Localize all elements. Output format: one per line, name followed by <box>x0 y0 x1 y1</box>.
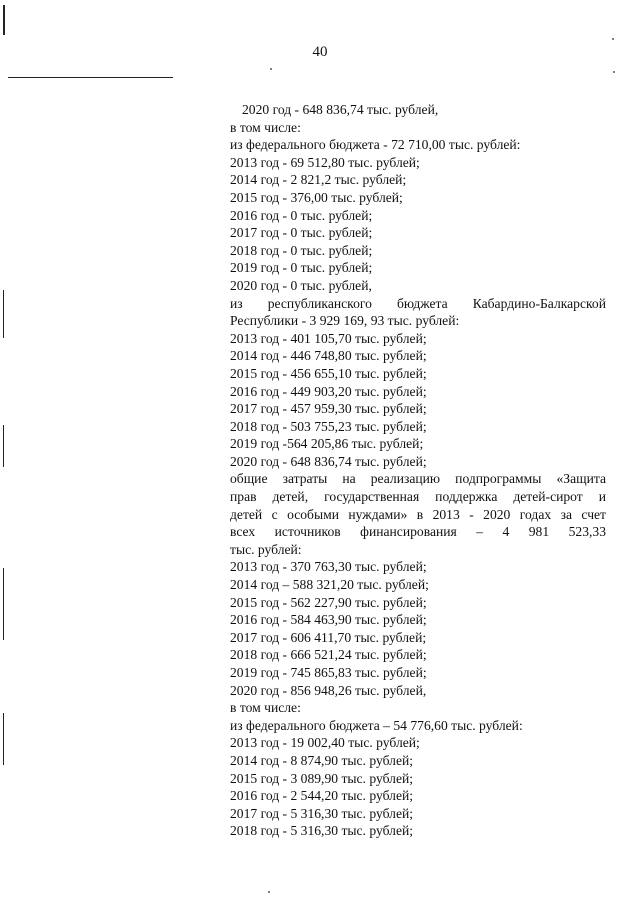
scan-mark-left <box>3 713 4 765</box>
text-line: 2018 год - 0 тыс. рублей; <box>230 242 373 258</box>
text-line: 2017 год - 5 316,30 тыс. рублей; <box>230 805 414 821</box>
text-line: 2014 год - 446 748,80 тыс. рублей; <box>230 348 427 364</box>
text-line: общие затраты на реализацию подпрограммы «Защита <box>230 471 606 487</box>
text-line: 2013 год - 69 512,80 тыс. рублей; <box>230 154 420 170</box>
text-line: из республиканского бюджета Кабардино-Балкарской <box>230 295 606 311</box>
text-line: 2014 год - 8 874,90 тыс. рублей; <box>230 752 414 768</box>
text-line: из федерального бюджета – 54 776,60 тыс. рублей: <box>230 717 523 733</box>
text-line: всех источников финансирования – 4 981 523,33 <box>230 524 606 540</box>
text-line: 2015 год - 3 089,90 тыс. рублей; <box>230 770 414 786</box>
scan-mark-left <box>3 425 4 467</box>
text-line: 2020 год - 856 948,26 тыс. рублей, <box>230 682 427 698</box>
text-line: 2014 год - 2 821,2 тыс. рублей; <box>230 172 407 188</box>
text-line: 2013 год - 401 105,70 тыс. рублей; <box>230 330 427 346</box>
text-line: 2013 год - 370 763,30 тыс. рублей; <box>230 559 427 575</box>
text-line: 2015 год - 562 227,90 тыс. рублей; <box>230 594 427 610</box>
scan-mark-left <box>3 568 4 640</box>
text-line: 2019 год - 745 865,83 тыс. рублей; <box>230 665 427 680</box>
text-line: 2020 год - 648 836,74 тыс. рублей; <box>230 453 427 469</box>
scan-dot <box>612 38 614 40</box>
text-line: 2018 год - 503 755,23 тыс. рублей; <box>230 418 427 434</box>
text-line: 2017 год - 606 411,70 тыс. рублей; <box>230 629 427 645</box>
text-line: 2017 год - 457 959,30 тыс. рублей; <box>230 401 427 417</box>
scan-dot <box>613 71 615 73</box>
text-line: 2014 год – 588 321,20 тыс. рублей; <box>230 577 429 593</box>
text-line: 2015 год - 376,00 тыс. рублей; <box>230 189 403 205</box>
text-line: из федерального бюджета - 72 710,00 тыс. рублей: <box>230 137 521 153</box>
document-body <box>230 101 606 840</box>
page-number: 40 <box>312 44 328 60</box>
text-line: 2020 год - 0 тыс. рублей, <box>230 277 372 293</box>
text-line: 2019 год - 0 тыс. рублей; <box>230 260 373 276</box>
text-line: 2017 год - 0 тыс. рублей; <box>230 225 373 241</box>
text-line: детей с особыми нуждами» в 2013 - 2020 годах за счет <box>230 506 606 522</box>
text-line: 2013 год - 19 002,40 тыс. рублей; <box>230 735 420 751</box>
text-line: 2019 год -564 205,86 тыс. рублей; <box>230 436 424 452</box>
scan-mark-left <box>3 290 4 338</box>
text-line: 2016 год - 2 544,20 тыс. рублей; <box>230 788 414 804</box>
text-line: 2016 год - 0 тыс. рублей; <box>230 207 373 223</box>
text-line: 2016 год - 449 903,20 тыс. рублей; <box>230 383 427 399</box>
scan-dot <box>268 891 270 893</box>
text-line: в том числе: <box>230 700 301 716</box>
text-line: Республики - 3 929 169, 93 тыс. рублей: <box>230 313 460 329</box>
text-line: 2016 год - 584 463,90 тыс. рублей; <box>230 612 427 628</box>
text-line: прав детей, государственная поддержка детей-сирот и <box>230 489 606 505</box>
scan-mark-left <box>3 5 5 35</box>
scan-line-top <box>8 77 173 78</box>
text-line: в том числе: <box>230 119 301 135</box>
text-line: 2018 год - 5 316,30 тыс. рублей; <box>230 823 414 839</box>
text-line: 2018 год - 666 521,24 тыс. рублей; <box>230 647 427 663</box>
text-line: 2020 год - 648 836,74 тыс. рублей, <box>242 102 439 117</box>
text-line: тыс. рублей: <box>230 541 302 557</box>
text-line: 2015 год - 456 655,10 тыс. рублей; <box>230 365 427 381</box>
scan-dot <box>270 68 272 70</box>
